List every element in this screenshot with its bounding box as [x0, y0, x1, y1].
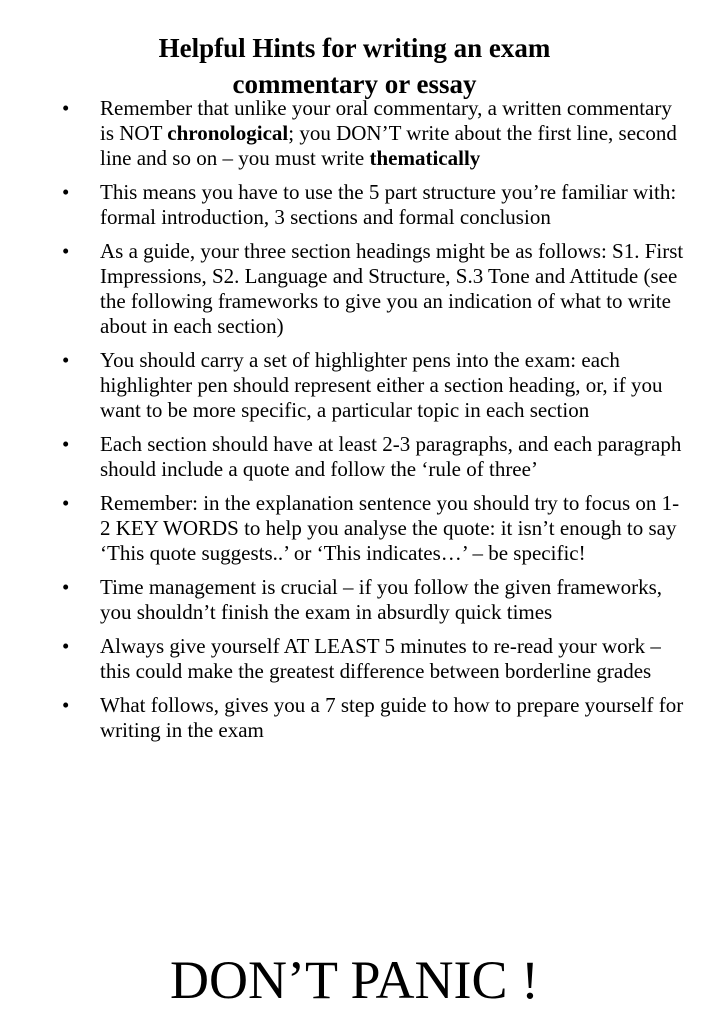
hint-text-segment: ; you DON’T write about the first line, second line and so on – you must write [100, 121, 677, 170]
title-line-1: Helpful Hints for writing an exam [158, 33, 551, 64]
hint-item [0, 634, 709, 684]
hint-text-segment: This means you have to use the 5 part structure you’re familiar with: formal introduction, 3 sections and formal conclusion [100, 180, 677, 229]
hint-text [100, 432, 689, 482]
emphasized-term: chronological [167, 121, 289, 145]
hint-text-segment: What follows, gives you a 7 step guide to how to prepare yourself for writing in the exam [100, 693, 684, 742]
emphasized-term: thematically [369, 146, 481, 170]
hint-item [0, 432, 709, 482]
hint-text [100, 491, 689, 566]
hint-text-segment: Time management is crucial – if you follow the given frameworks, you shouldn’t finish the exam in absurdly quick times [100, 575, 663, 624]
hint-item [0, 239, 709, 339]
hint-item [0, 180, 709, 230]
bullet-icon: • [62, 180, 70, 204]
hint-text-segment: As a guide, your three section headings might be as follows: S1. First Impressions, S2. Language and Structure, S.3 Tone and Attitude (see the following frameworks to give you an indication of what to write about in each section) [100, 239, 684, 338]
hint-text-segment: Remember: in the explanation sentence you should try to focus on 1-2 KEY WORDS to help you analyse the quote: it isn’t enough to say ‘This quote suggests..’ or ‘This indicates…’ – be specific! [100, 491, 680, 565]
hint-item [0, 348, 709, 423]
hint-item [0, 96, 709, 171]
hint-text [100, 180, 689, 230]
bullet-icon: • [62, 693, 70, 717]
footer-slogan: DON’T PANIC ! [169, 950, 540, 1010]
hint-text [100, 575, 689, 625]
bullet-icon: • [62, 491, 70, 515]
bullet-icon: • [62, 96, 70, 120]
hint-text [100, 239, 689, 339]
hint-text-segment: Each section should have at least 2-3 paragraphs, and each paragraph should include a quote and follow the ‘rule of three’ [100, 432, 682, 481]
page-title [0, 30, 709, 102]
hint-text [100, 348, 689, 423]
bullet-icon: • [62, 348, 70, 372]
hint-text [100, 634, 689, 684]
hint-item [0, 693, 709, 743]
bullet-icon: • [62, 432, 70, 456]
bullet-icon: • [62, 634, 70, 658]
hint-text [100, 693, 689, 743]
hint-text-segment: Always give yourself AT LEAST 5 minutes to re-read your work – this could make the greatest difference between borderline grades [100, 634, 661, 683]
hint-text [100, 96, 689, 171]
hint-item [0, 575, 709, 625]
hint-item [0, 491, 709, 566]
hints-list [0, 96, 709, 752]
title-line-2: commentary or essay [232, 69, 477, 100]
hint-text-segment: You should carry a set of highlighter pens into the exam: each highlighter pen should represent either a section heading, or, if you want to be more specific, a particular topic in each section [100, 348, 663, 422]
bullet-icon: • [62, 575, 70, 599]
bullet-icon: • [62, 239, 70, 263]
hint-text-segment: Remember that unlike your oral commentary, a written commentary is NOT [100, 96, 672, 145]
